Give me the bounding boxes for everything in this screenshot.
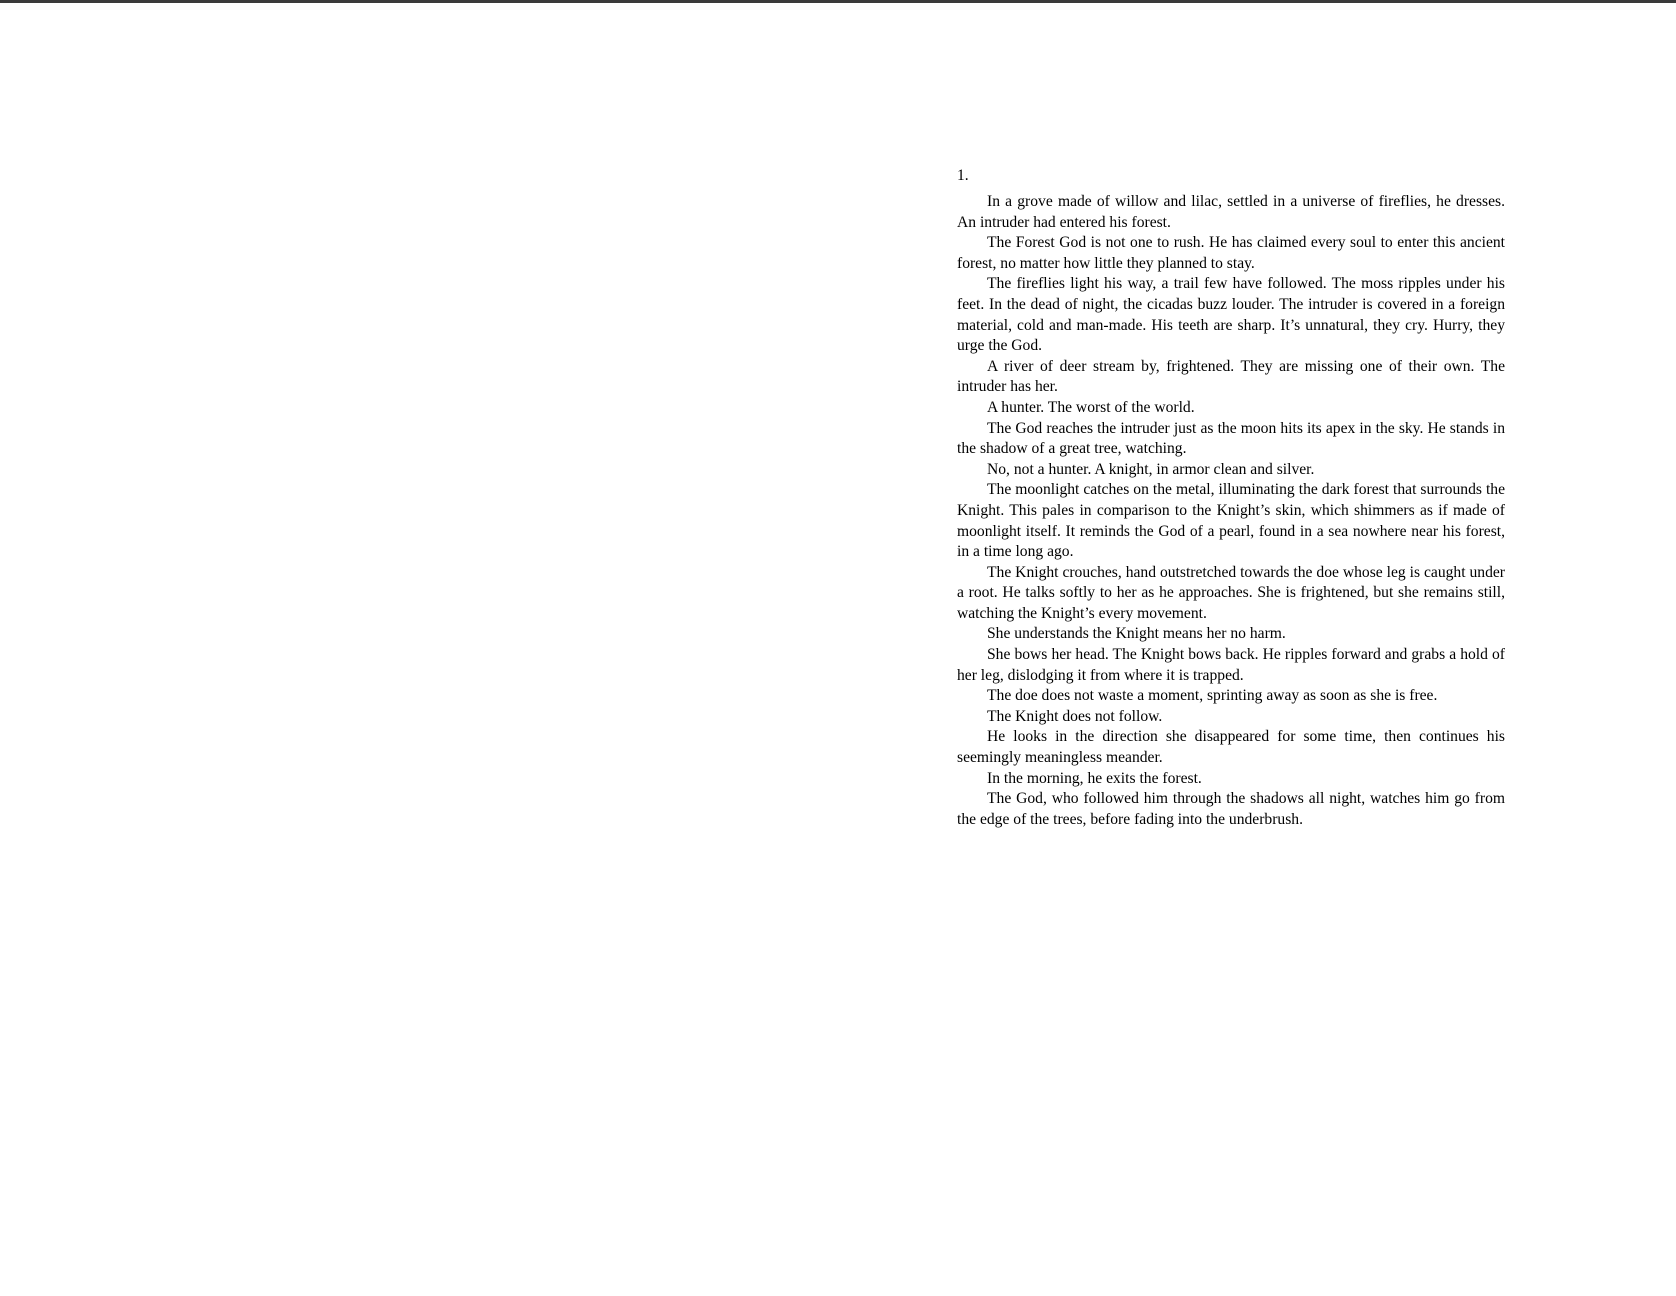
body-paragraph: He looks in the direction she disappeared for some time, then continues his seemingly meaningless meander. <box>957 728 1505 767</box>
body-paragraph: The fireflies light his way, a trail few have followed. The moss ripples under his feet. In the dead of night, the cicadas buzz louder. The intruder is covered in a foreign material, cold and man-made. His teeth are sharp. It’s unnatural, they cry. Hurry, they urge the God. <box>957 275 1505 355</box>
body-paragraph: A hunter. The worst of the world. <box>987 398 1195 416</box>
body-paragraph: The doe does not waste a moment, sprinting away as soon as she is free. <box>987 687 1438 705</box>
body-paragraph: The God, who followed him through the shadows all night, watches him go from the edge of the trees, before fading into the underbrush. <box>957 790 1505 828</box>
body-paragraph: A river of deer stream by, frightened. They are missing one of their own. The intruder has her. <box>957 357 1505 396</box>
body-paragraph: The God reaches the intruder just as the moon hits its apex in the sky. He stands in the shadow of a great tree, watching. <box>957 419 1505 458</box>
body-paragraph: The Forest God is not one to rush. He has claimed every soul to enter this ancient forest, no matter how little they planned to stay. <box>957 234 1505 272</box>
body-paragraph: In a grove made of willow and lilac, settled in a universe of fireflies, he dresses. An intruder had entered his forest. <box>957 193 1505 231</box>
body-paragraph: The Knight does not follow. <box>987 707 1163 725</box>
text-column <box>957 165 1505 830</box>
body-paragraph: She understands the Knight means her no harm. <box>987 625 1286 643</box>
body-paragraph: The Knight crouches, hand outstretched towards the doe whose leg is caught under a root. He talks softly to her as he approaches. She is frightened, but she remains still, watching the Knight’s every movement. <box>957 563 1505 622</box>
body-paragraph: The moonlight catches on the metal, illuminating the dark forest that surrounds the Knight. This pales in comparison to the Knight’s skin, which shimmers as if made of moonlight itself. It reminds the God of a pearl, found in a sea nowhere near his forest, in a time long ago. <box>957 481 1505 561</box>
body-paragraph: In the morning, he exits the forest. <box>987 769 1202 787</box>
page-sheet <box>0 3 1676 1296</box>
section-number: 1. <box>957 167 969 184</box>
body-paragraph: No, not a hunter. A knight, in armor clean and silver. <box>987 460 1315 478</box>
body-paragraph: She bows her head. The Knight bows back. He ripples forward and grabs a hold of her leg, dislodging it from where it is trapped. <box>957 646 1505 684</box>
